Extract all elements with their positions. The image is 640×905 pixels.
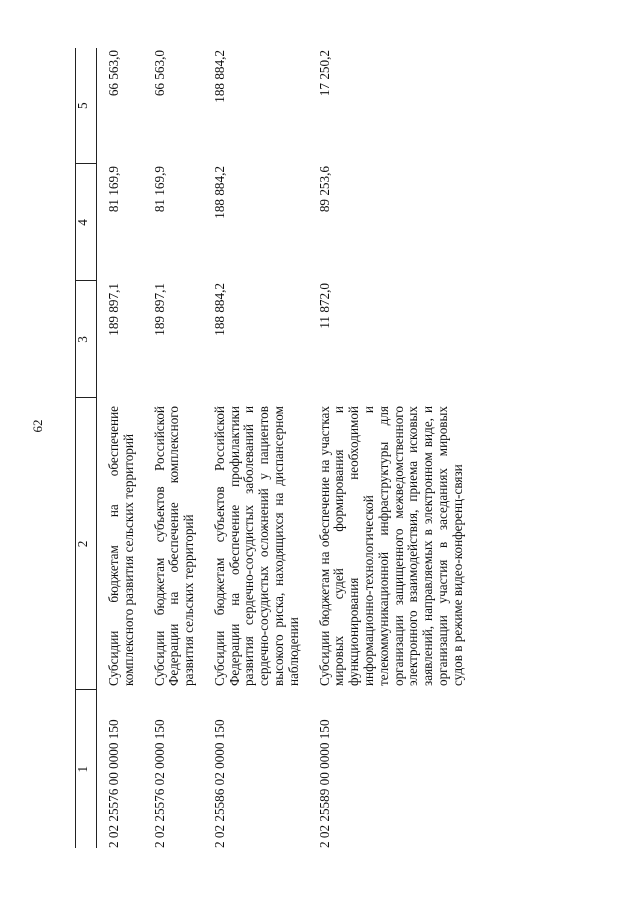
amount-col5-cell: 66 563,0 (151, 50, 167, 97)
table-row (97, 48, 147, 848)
page-number: 62 (30, 419, 45, 433)
column-header-2: 2 (76, 398, 97, 690)
rotated-budget-table (75, 48, 575, 848)
description-cell: Субсидии бюджетам на обеспечение комплексного развития сельских территорий (106, 406, 136, 686)
column-header-1: 1 (76, 690, 97, 848)
column-header-4: 4 (76, 164, 97, 281)
budget-code-cell: 2 02 25576 00 0000 150 (106, 719, 121, 848)
amount-col3-cell: 188 884,2 (211, 283, 227, 336)
description-cell: Субсидии бюджетам субъектов Российской Федерации на обеспечение профилактики развития сердечно-сосудистых заболеваний и сердечно-сосудистых осложнений у пациентов высокого риска, находящихся на диспансерном наблюдении (211, 406, 301, 686)
amount-col5-cell: 66 563,0 (106, 50, 121, 97)
column-header-5: 5 (76, 48, 97, 164)
table-header-row (76, 48, 97, 848)
amount-col4-cell: 81 169,9 (151, 166, 167, 213)
budget-table (75, 48, 475, 848)
table-row (312, 48, 476, 848)
column-header-3: 3 (76, 281, 97, 398)
amount-col3-cell: 11 872,0 (316, 283, 332, 329)
amount-col4-cell: 188 884,2 (211, 166, 227, 219)
description-cell: Субсидии бюджетам на обеспечение на участках мировых судей формирования и функционирования необходимой информационно-технологической и телекоммуникационной инфраструктуры для организации защищенного межведомственного электронного взаимодействия, приема исковых заявлений, направляемых в электронном виде, и организации участия в заседаниях мировых судов в режиме видео-конференц-связи (316, 406, 465, 686)
budget-code-cell: 2 02 25589 00 0000 150 (316, 719, 332, 848)
amount-col5-cell: 188 884,2 (211, 50, 227, 103)
amount-col4-cell: 89 253,6 (316, 166, 332, 213)
table-row (147, 48, 207, 848)
amount-col5-cell: 17 250,2 (316, 50, 332, 97)
amount-col4-cell: 81 169,9 (106, 166, 121, 213)
description-cell: Субсидии бюджетам субъектов Российской Федерации на обеспечение комплексного развития сельских территорий (151, 406, 197, 686)
budget-code-cell: 2 02 25586 02 0000 150 (211, 719, 227, 848)
amount-col3-cell: 189 897,1 (106, 283, 121, 336)
budget-code-cell: 2 02 25576 02 0000 150 (151, 719, 167, 848)
table-row (207, 48, 312, 848)
amount-col3-cell: 189 897,1 (151, 283, 167, 336)
